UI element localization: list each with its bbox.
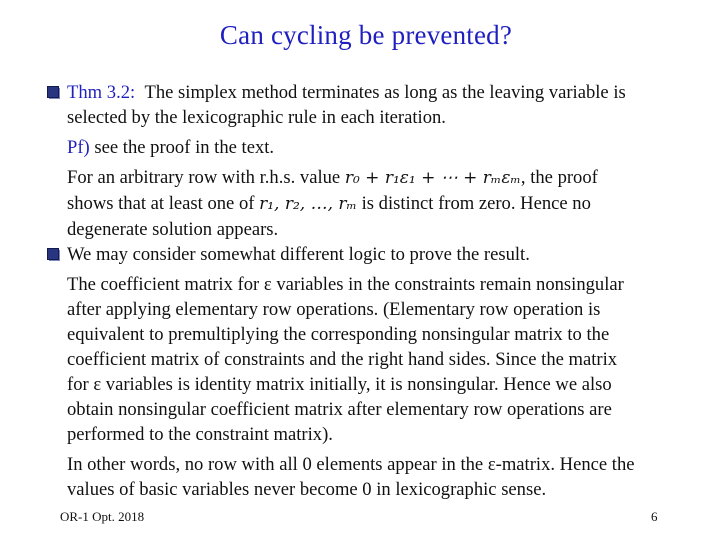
row-text-2: , the proof <box>520 167 598 188</box>
page-number: 6 <box>651 509 658 524</box>
matrix-line: coefficient matrix of constraints and the right hand sides. Since the matrix <box>67 349 618 370</box>
row-text-5: degenerate solution appears. <box>67 219 279 240</box>
proof-line <box>47 135 692 160</box>
matrix-line: The coefficient matrix for ε variables in the constraints remain nonsingular <box>67 274 624 295</box>
conclusion-line: In other words, no row with all 0 elements appear in the ε-matrix. Hence the <box>67 454 635 475</box>
conclusion-line: values of basic variables never become 0 in lexicographic sense. <box>67 479 547 500</box>
r-set-expression: r₁, r₂, …, rₘ <box>259 194 357 214</box>
matrix-line: performed to the constraint matrix). <box>67 424 333 445</box>
row-text-3: shows that at least one of <box>67 193 255 214</box>
proof-text: see the proof in the text. <box>94 137 275 158</box>
matrix-line: equivalent to premultiplying the corresponding nonsingular matrix to the <box>67 324 610 345</box>
conclusion-paragraph <box>47 452 692 502</box>
matrix-line: obtain nonsingular coefficient matrix after elementary row operations are <box>67 399 612 420</box>
theorem-label: Thm 3.2: <box>67 82 136 103</box>
logic-item <box>47 242 692 267</box>
matrix-paragraph <box>47 272 692 447</box>
row-text-4: is distinct from zero. Hence no <box>361 193 591 214</box>
theorem-text-line1: The simplex method terminates as long as the leaving variable is <box>144 82 626 103</box>
proof-label: Pf) <box>67 137 90 158</box>
rhs-expression: r₀ + r₁ε₁ + ⋯ + rₘεₘ <box>344 168 521 188</box>
square-bullet-icon <box>47 248 59 260</box>
row-text-1: For an arbitrary row with r.h.s. value <box>67 167 341 188</box>
matrix-line: for ε variables is identity matrix initially, it is nonsingular. Hence we also <box>67 374 612 395</box>
row-paragraph <box>47 165 692 242</box>
matrix-line: after applying elementary row operations. (Elementary row operation is <box>67 299 601 320</box>
slide-title: Can cycling be prevented? <box>219 20 513 50</box>
footer-course-label: OR-1 Opt. 2018 <box>60 509 145 524</box>
square-bullet-icon <box>47 86 59 98</box>
logic-bullet-text: We may consider somewhat different logic to prove the result. <box>67 244 530 265</box>
theorem-item <box>47 80 692 130</box>
theorem-text-line2: selected by the lexicographic rule in each iteration. <box>67 107 446 128</box>
slide-content <box>47 80 692 502</box>
